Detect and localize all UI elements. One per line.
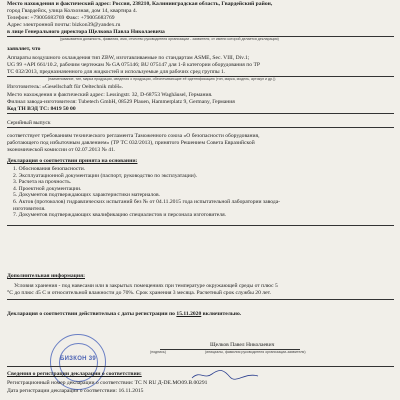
product-line-2: UG 99 +API 661/10.2, рабочим чертежам № GA 075146; BU 075147 для 1-й категории оборудования по ТР <box>7 62 260 68</box>
list-item: 5. Документов подтверждающих характеристики материалов. <box>13 192 161 199</box>
email-line: Адрес электронной почты: bizkon39@yandex.ru <box>7 22 121 28</box>
caption-applicant: (указывается должность, фамилия, имя, отчество руководителя организации - заявителя, от имени которой делается декларация) <box>60 37 279 41</box>
manufacturer-line: Изготовитель: «Gesellschaft für Oeltechnik mbH». <box>7 84 124 90</box>
hs-code-line: Код ТН ВЭД ТС: 8419 50 00 <box>7 106 76 112</box>
seal-text: БИЗКОН 39 <box>59 356 97 362</box>
divider <box>7 299 394 300</box>
list-item: 6. Актов (протоколов) гидравлических испытаний без № от 04.11.2015 года испытательной лаборатории завода- <box>13 198 281 205</box>
registration-number: Регистрационный номер декларации о соответствии: ТС N RU Д-DE.МО09.В.00291 <box>7 380 208 386</box>
declares-label: заявляет, что <box>7 46 41 52</box>
storage-line-2: °С до плюс 45 С и относительной влажности до 70%. Срок хранения 3 месяца. Расчетный срок службы 20 лет. <box>7 290 271 296</box>
registration-heading: Сведения о регистрации декларации о соответствии: <box>7 371 142 377</box>
storage-line-1: Условия хранения - под навесами или в закрытых помещениях при температуре окружающей среды от плюс 5 <box>14 283 278 289</box>
additional-info-heading: Дополнительная информация: <box>7 273 85 279</box>
divider <box>7 225 394 226</box>
caption-signature: (подпись) <box>150 350 166 354</box>
registration-date: Дата регистрации декларации о соответствии: 16.11.2015 <box>7 388 144 394</box>
conformity-line-2: работающего под избыточным давлением» (ТР ТС 032/2013), принятого Решением Совета Евразийской <box>7 140 255 146</box>
product-line-3: ТС 032/2013, предназначенного для жидкостей и используемые для рабочих сред группы 1. <box>7 69 226 75</box>
divider <box>7 127 394 128</box>
divider <box>7 366 394 367</box>
list-item: изготовителя. <box>13 205 46 212</box>
conformity-line-1: соответствует требованиям технического регламента Таможенного союза «О безопасности оборудования, <box>7 133 260 139</box>
phone-line: Телефон: +79005683769 Факс: +79005683769 <box>7 15 115 21</box>
basis-heading: Декларация о соответствии принята на основании: <box>7 158 138 164</box>
address-line-1: Место нахождения и фактический адрес: Россия, 238210, Калининградская область, Гвардейский район, <box>7 1 273 7</box>
list-item: 7. Документов подтверждающих квалификацию специалистов и персонала изготовителя. <box>13 212 227 219</box>
conformity-line-3: экономической комиссии от 02.07.2013 № 41. <box>7 147 116 153</box>
caption-product: (наименование, тип, марка продукции, сведения о продукции, обеспечивающие её идентификацию (тип, марка, модель, артикул и др.)) <box>48 77 276 81</box>
product-line-1: Аппараты воздушного охлаждения тип ZBW, изготавливаемые по стандартам ASME, Sec. VIII, Div.1; <box>7 55 250 61</box>
address-line-2: город Гвардейск, улица Колхозная, дом 14, квартира 4. <box>7 8 138 14</box>
list-item: 3. Расчета на прочность. <box>13 179 72 186</box>
manufacturer-address: Место нахождения и фактический адрес: Lessingstr. 32, D-68753 Waghäusel, Германия. <box>7 92 213 98</box>
director-line: в лице Генерального директора Щелкова Павла Николаевича <box>7 29 165 35</box>
caption-initials: (инициалы, фамилия руководителя организации-заявителя) <box>205 350 306 354</box>
list-item: 1. Обоснования безопасности. <box>13 166 86 172</box>
divider <box>7 113 394 114</box>
validity-line: Декларация о соответствии действительна с даты регистрации по 15.11.2020 включительно. <box>7 311 242 317</box>
list-item: 2. Эксплуатационной документации (паспорт, руководство по эксплуатации). <box>13 172 197 179</box>
list-item: 4. Проектной документации. <box>13 185 82 192</box>
serial-production: Серийный выпуск <box>7 120 51 126</box>
signatory-name: Щелков Павел Николаевич <box>210 342 275 348</box>
basis-list <box>13 166 394 219</box>
branch-line: Филиал завода-изготовителя: Tubetech GmbH, 08529 Plauen, Hammerplatz 9, Germany, Германия <box>7 99 235 105</box>
